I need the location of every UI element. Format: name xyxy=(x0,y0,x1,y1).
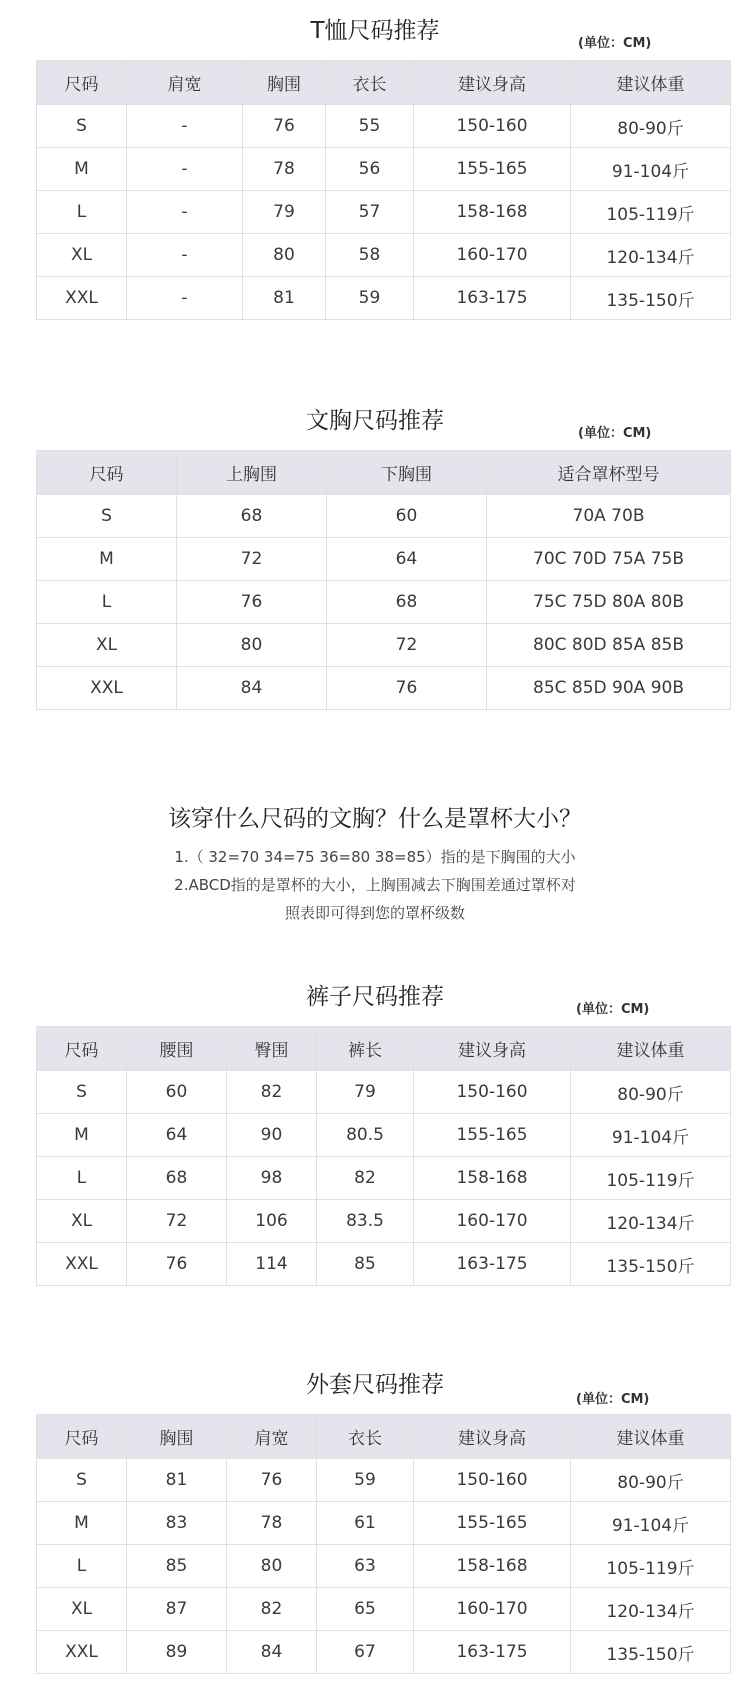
table-cell: 80-90斤 xyxy=(571,1459,731,1502)
table-cell: 76 xyxy=(127,1243,227,1286)
table-cell: 67 xyxy=(317,1631,414,1674)
table-row xyxy=(37,277,731,320)
pants-size-table xyxy=(36,1026,731,1286)
table-cell: 155-165 xyxy=(414,1114,571,1157)
table-cell: 114 xyxy=(227,1243,317,1286)
bra-header-row xyxy=(37,451,731,495)
table-cell: 120-134斤 xyxy=(571,1200,731,1243)
table-cell: 135-150斤 xyxy=(571,277,731,320)
table-row xyxy=(37,1545,731,1588)
table-cell: 80-90斤 xyxy=(571,1071,731,1114)
table-cell: XXL xyxy=(37,1243,127,1286)
table-cell: 72 xyxy=(327,624,487,667)
column-header: 建议体重 xyxy=(571,1027,731,1071)
table-cell: 120-134斤 xyxy=(571,234,731,277)
pants-title: 裤子尺码推荐 xyxy=(306,984,444,1010)
table-cell: 70A 70B xyxy=(487,495,731,538)
column-header: 胸围 xyxy=(243,61,326,105)
tshirt-unit: (单位：CM) xyxy=(578,36,652,51)
table-cell: 150-160 xyxy=(414,1459,571,1502)
table-cell: 76 xyxy=(243,105,326,148)
table-cell: 150-160 xyxy=(414,105,571,148)
table-cell: XXL xyxy=(37,277,127,320)
table-cell: XL xyxy=(37,624,177,667)
table-cell: 150-160 xyxy=(414,1071,571,1114)
column-header: 下胸围 xyxy=(327,451,487,495)
table-cell: 85C 85D 90A 90B xyxy=(487,667,731,710)
table-row xyxy=(37,1157,731,1200)
table-row xyxy=(37,538,731,581)
table-cell: M xyxy=(37,1502,127,1545)
table-cell: 91-104斤 xyxy=(571,148,731,191)
table-row xyxy=(37,148,731,191)
table-cell: 82 xyxy=(317,1157,414,1200)
table-row xyxy=(37,1502,731,1545)
table-row xyxy=(37,1588,731,1631)
table-cell: 89 xyxy=(127,1631,227,1674)
table-cell: 120-134斤 xyxy=(571,1588,731,1631)
table-cell: 85 xyxy=(127,1545,227,1588)
table-cell: 158-168 xyxy=(414,1545,571,1588)
table-cell: L xyxy=(37,191,127,234)
column-header: 肩宽 xyxy=(227,1415,317,1459)
table-cell: S xyxy=(37,495,177,538)
table-cell: 76 xyxy=(327,667,487,710)
column-header: 适合罩杯型号 xyxy=(487,451,731,495)
table-cell: 76 xyxy=(227,1459,317,1502)
table-cell: 82 xyxy=(227,1071,317,1114)
faq-line-2: 2.ABCD指的是罩杯的大小，上胸围减去下胸围差通过罩杯对 xyxy=(174,876,576,894)
table-row xyxy=(37,1114,731,1157)
table-cell: 105-119斤 xyxy=(571,1545,731,1588)
coat-header-row xyxy=(37,1415,731,1459)
table-cell: 87 xyxy=(127,1588,227,1631)
table-cell: S xyxy=(37,105,127,148)
table-cell: 91-104斤 xyxy=(571,1502,731,1545)
table-cell: 80 xyxy=(177,624,327,667)
column-header: 建议身高 xyxy=(414,61,571,105)
coat-unit: (单位：CM) xyxy=(576,1392,650,1407)
table-cell: 72 xyxy=(177,538,327,581)
table-row xyxy=(37,1200,731,1243)
tshirt-title: T恤尺码推荐 xyxy=(310,18,440,44)
table-cell: L xyxy=(37,1157,127,1200)
column-header: 尺码 xyxy=(37,61,127,105)
table-row xyxy=(37,624,731,667)
table-cell: 85 xyxy=(317,1243,414,1286)
table-cell: 158-168 xyxy=(414,191,571,234)
table-cell: - xyxy=(127,191,243,234)
table-cell: 84 xyxy=(177,667,327,710)
table-cell: 84 xyxy=(227,1631,317,1674)
table-cell: XXL xyxy=(37,1631,127,1674)
table-row xyxy=(37,495,731,538)
table-cell: XL xyxy=(37,1588,127,1631)
table-cell: 56 xyxy=(326,148,414,191)
table-cell: S xyxy=(37,1459,127,1502)
table-cell: - xyxy=(127,234,243,277)
table-cell: 70C 70D 75A 75B xyxy=(487,538,731,581)
table-cell: - xyxy=(127,148,243,191)
table-cell: 78 xyxy=(227,1502,317,1545)
table-cell: XXL xyxy=(37,667,177,710)
table-row xyxy=(37,1459,731,1502)
table-cell: 81 xyxy=(243,277,326,320)
pants-unit: (单位：CM) xyxy=(576,1002,650,1017)
column-header: 尺码 xyxy=(37,1415,127,1459)
column-header: 尺码 xyxy=(37,1027,127,1071)
table-cell: 81 xyxy=(127,1459,227,1502)
table-cell: 91-104斤 xyxy=(571,1114,731,1157)
coat-size-table xyxy=(36,1414,731,1674)
pants-header-row xyxy=(37,1027,731,1071)
column-header: 建议身高 xyxy=(414,1027,571,1071)
table-cell: 64 xyxy=(327,538,487,581)
table-cell: 80 xyxy=(243,234,326,277)
column-header: 胸围 xyxy=(127,1415,227,1459)
coat-title: 外套尺码推荐 xyxy=(306,1372,444,1398)
table-cell: 98 xyxy=(227,1157,317,1200)
table-row xyxy=(37,234,731,277)
bra-unit: (单位：CM) xyxy=(578,426,652,441)
faq-title: 该穿什么尺码的文胸？什么是罩杯大小？ xyxy=(168,806,582,832)
table-cell: 80C 80D 85A 85B xyxy=(487,624,731,667)
table-cell: 79 xyxy=(243,191,326,234)
table-cell: M xyxy=(37,1114,127,1157)
faq-line-3: 照表即可得到您的罩杯级数 xyxy=(284,904,465,922)
table-cell: 68 xyxy=(127,1157,227,1200)
table-cell: 160-170 xyxy=(414,234,571,277)
table-row xyxy=(37,1631,731,1674)
table-cell: 65 xyxy=(317,1588,414,1631)
table-cell: 60 xyxy=(127,1071,227,1114)
table-row xyxy=(37,191,731,234)
table-cell: 68 xyxy=(177,495,327,538)
table-cell: 83 xyxy=(127,1502,227,1545)
table-cell: 68 xyxy=(327,581,487,624)
column-header: 臀围 xyxy=(227,1027,317,1071)
column-header: 肩宽 xyxy=(127,61,243,105)
column-header: 上胸围 xyxy=(177,451,327,495)
table-cell: 106 xyxy=(227,1200,317,1243)
table-cell: 163-175 xyxy=(414,1243,571,1286)
table-cell: 75C 75D 80A 80B xyxy=(487,581,731,624)
table-cell: 163-175 xyxy=(414,1631,571,1674)
table-cell: 90 xyxy=(227,1114,317,1157)
column-header: 裤长 xyxy=(317,1027,414,1071)
table-cell: 155-165 xyxy=(414,1502,571,1545)
table-cell: 80-90斤 xyxy=(571,105,731,148)
table-cell: M xyxy=(37,538,177,581)
table-cell: 163-175 xyxy=(414,277,571,320)
table-cell: 105-119斤 xyxy=(571,191,731,234)
tshirt-size-table xyxy=(36,60,731,320)
table-cell: L xyxy=(37,581,177,624)
table-cell: M xyxy=(37,148,127,191)
table-cell: 135-150斤 xyxy=(571,1243,731,1286)
table-cell: 135-150斤 xyxy=(571,1631,731,1674)
table-cell: 61 xyxy=(317,1502,414,1545)
table-cell: 105-119斤 xyxy=(571,1157,731,1200)
table-row xyxy=(37,667,731,710)
column-header: 建议体重 xyxy=(571,1415,731,1459)
table-cell: XL xyxy=(37,234,127,277)
bra-size-table xyxy=(36,450,731,710)
table-cell: 76 xyxy=(177,581,327,624)
table-cell: 59 xyxy=(326,277,414,320)
column-header: 腰围 xyxy=(127,1027,227,1071)
table-cell: 79 xyxy=(317,1071,414,1114)
table-cell: 83.5 xyxy=(317,1200,414,1243)
table-cell: 160-170 xyxy=(414,1588,571,1631)
table-row xyxy=(37,1071,731,1114)
table-cell: 160-170 xyxy=(414,1200,571,1243)
table-cell: 58 xyxy=(326,234,414,277)
table-cell: XL xyxy=(37,1200,127,1243)
table-cell: 57 xyxy=(326,191,414,234)
column-header: 建议身高 xyxy=(414,1415,571,1459)
table-cell: - xyxy=(127,277,243,320)
column-header: 尺码 xyxy=(37,451,177,495)
table-cell: 78 xyxy=(243,148,326,191)
table-cell: 158-168 xyxy=(414,1157,571,1200)
table-row xyxy=(37,105,731,148)
table-cell: 155-165 xyxy=(414,148,571,191)
table-cell: 59 xyxy=(317,1459,414,1502)
table-cell: 80 xyxy=(227,1545,317,1588)
table-cell: 60 xyxy=(327,495,487,538)
table-cell: 64 xyxy=(127,1114,227,1157)
table-cell: - xyxy=(127,105,243,148)
table-cell: 55 xyxy=(326,105,414,148)
column-header: 建议体重 xyxy=(571,61,731,105)
faq-line-1: 1.（ 32=70 34=75 36=80 38=85）指的是下胸围的大小 xyxy=(174,848,576,866)
table-cell: 80.5 xyxy=(317,1114,414,1157)
table-row xyxy=(37,1243,731,1286)
table-cell: S xyxy=(37,1071,127,1114)
column-header: 衣长 xyxy=(317,1415,414,1459)
column-header: 衣长 xyxy=(326,61,414,105)
table-cell: 72 xyxy=(127,1200,227,1243)
tshirt-header-row xyxy=(37,61,731,105)
table-cell: 82 xyxy=(227,1588,317,1631)
bra-title: 文胸尺码推荐 xyxy=(306,408,444,434)
table-cell: L xyxy=(37,1545,127,1588)
table-row xyxy=(37,581,731,624)
table-cell: 63 xyxy=(317,1545,414,1588)
